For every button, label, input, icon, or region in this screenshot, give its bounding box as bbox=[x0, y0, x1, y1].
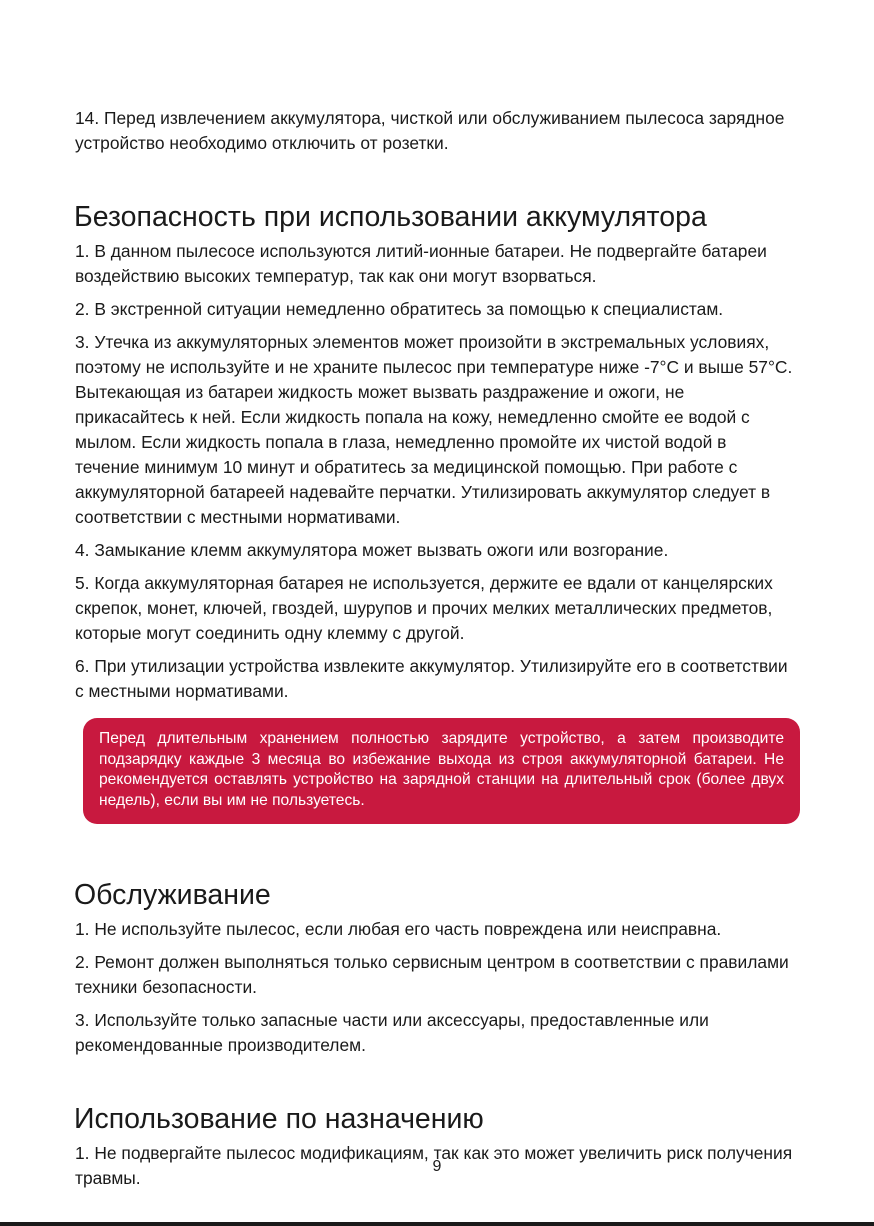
intro-item-14: 14. Перед извлечением аккумулятора, чисткой или обслуживанием пылесоса зарядное устройство необходимо отключить от розетки. bbox=[75, 108, 785, 153]
section-title-intended-use: Использование по назначению bbox=[74, 1103, 484, 1135]
section-title-service: Обслуживание bbox=[74, 879, 271, 911]
battery-item-5: 5. Когда аккумуляторная батарея не используется, держите ее вдали от канцелярских скрепок, монет, ключей, гвоздей, шурупов и прочих мелких металлических предметов, которые могут соединить одну клемму с другой. bbox=[75, 573, 773, 643]
battery-item-4: 4. Замыкание клемм аккумулятора может вызвать ожоги или возгорание. bbox=[75, 540, 669, 560]
bottom-divider bbox=[0, 1222, 874, 1226]
section-title-battery-safety: Безопасность при использовании аккумулятора bbox=[74, 201, 707, 233]
service-item-2: 2. Ремонт должен выполняться только сервисным центром в соответствии с правилами техники безопасности. bbox=[75, 952, 789, 997]
battery-item-1: 1. В данном пылесосе используются литий-ионные батареи. Не подвергайте батареи воздействию высоких температур, так как они могут взорваться. bbox=[75, 241, 767, 286]
service-item-3: 3. Используйте только запасные части или аксессуары, предоставленные или рекомендованные производителем. bbox=[75, 1010, 709, 1055]
battery-item-6: 6. При утилизации устройства извлеките аккумулятор. Утилизируйте его в соответствии с местными нормативами. bbox=[75, 656, 788, 701]
storage-notice-box: Перед длительным хранением полностью зарядите устройство, а затем производите подзарядку каждые 3 месяца во избежание выхода из строя аккумуляторной батареи. Не рекомендуется оставлять устройство на зарядной станции на длительный срок (более двух недель), если вы им не пользуетесь. bbox=[83, 718, 800, 824]
usage-item-1: 1. Не подвергайте пылесос модификациям, так как это может увеличить риск получения травмы. bbox=[75, 1143, 793, 1188]
page-content bbox=[75, 106, 795, 1199]
battery-item-2: 2. В экстренной ситуации немедленно обратитесь за помощью к специалистам. bbox=[75, 299, 724, 319]
page-number: 9 bbox=[432, 1158, 442, 1175]
battery-item-3: 3. Утечка из аккумуляторных элементов может произойти в экстремальных условиях, поэтому не используйте и не храните пылесос при температуре ниже -7°C и выше 57°C. Вытекающая из батареи жидкость может вызвать раздражение и ожоги, не прикасайтесь к ней. Если жидкость попала на кожу, немедленно смойте ее водой с мылом. Если жидкость попала в глаза, немедленно промойте их чистой водой в течение минимум 10 минут и обратитесь за медицинской помощью. При работе с аккумуляторной батареей надевайте перчатки. Утилизировать аккумулятор следует в соответствии с местными нормативами. bbox=[75, 332, 793, 527]
service-item-1: 1. Не используйте пылесос, если любая его часть повреждена или неисправна. bbox=[75, 919, 722, 939]
